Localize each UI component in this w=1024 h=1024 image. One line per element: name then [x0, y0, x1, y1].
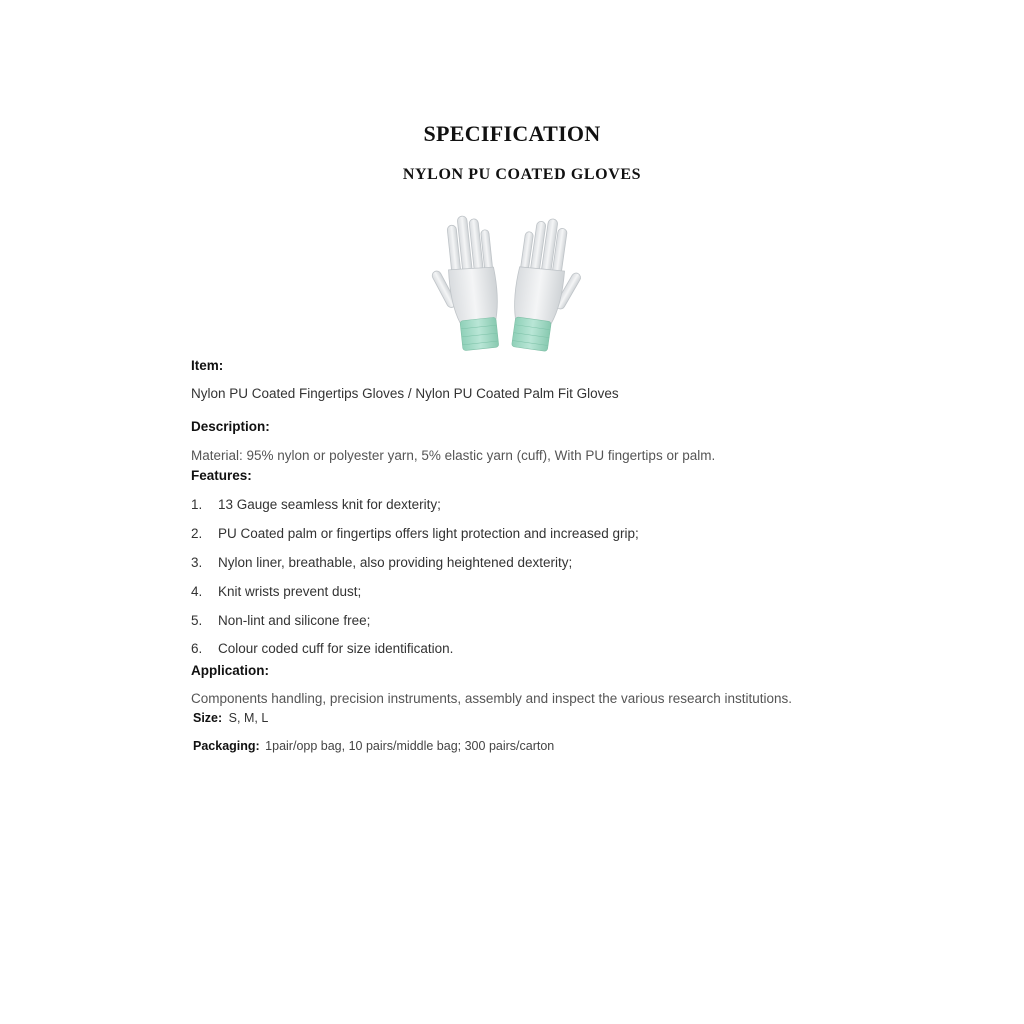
feature-number: 5. [191, 613, 203, 628]
page-title: SPECIFICATION [423, 121, 601, 146]
size-label: Size: [193, 711, 223, 725]
page-subtitle: NYLON PU COATED GLOVES [402, 166, 642, 183]
item-text: Nylon PU Coated Fingertips Gloves / Nylon PU Coated Palm Fit Gloves [191, 386, 619, 401]
size-line [193, 711, 268, 725]
feature-item: Nylon liner, breathable, also providing heightened dexterity; [218, 555, 573, 570]
feature-item: 13 Gauge seamless knit for dexterity; [218, 497, 441, 512]
feature-number: 3. [191, 555, 203, 570]
feature-number: 4. [191, 584, 203, 599]
application-text: Components handling, precision instruments, assembly and inspect the various research institutions. [191, 691, 793, 706]
feature-item: Knit wrists prevent dust; [218, 584, 362, 599]
left-glove [428, 213, 503, 353]
application-heading: Application: [191, 663, 269, 678]
feature-number: 6. [191, 641, 203, 656]
feature-item: PU Coated palm or fingertips offers light protection and increased grip; [218, 526, 639, 541]
description-heading: Description: [191, 419, 270, 434]
gloves-image [428, 212, 584, 362]
feature-item: Colour coded cuff for size identification. [218, 641, 454, 656]
feature-number: 1. [191, 497, 203, 512]
feature-item: Non-lint and silicone free; [218, 613, 371, 628]
right-glove [508, 215, 584, 355]
feature-number: 2. [191, 526, 203, 541]
item-heading: Item: [191, 358, 224, 373]
packaging-line [193, 739, 554, 753]
packaging-label: Packaging: [193, 739, 260, 753]
features-heading: Features: [191, 468, 252, 483]
description-text: Material: 95% nylon or polyester yarn, 5% elastic yarn (cuff), With PU fingertips or palm. [191, 448, 716, 463]
size-value: S, M, L [228, 711, 269, 725]
packaging-value: 1pair/opp bag, 10 pairs/middle bag; 300 pairs/carton [265, 739, 555, 753]
